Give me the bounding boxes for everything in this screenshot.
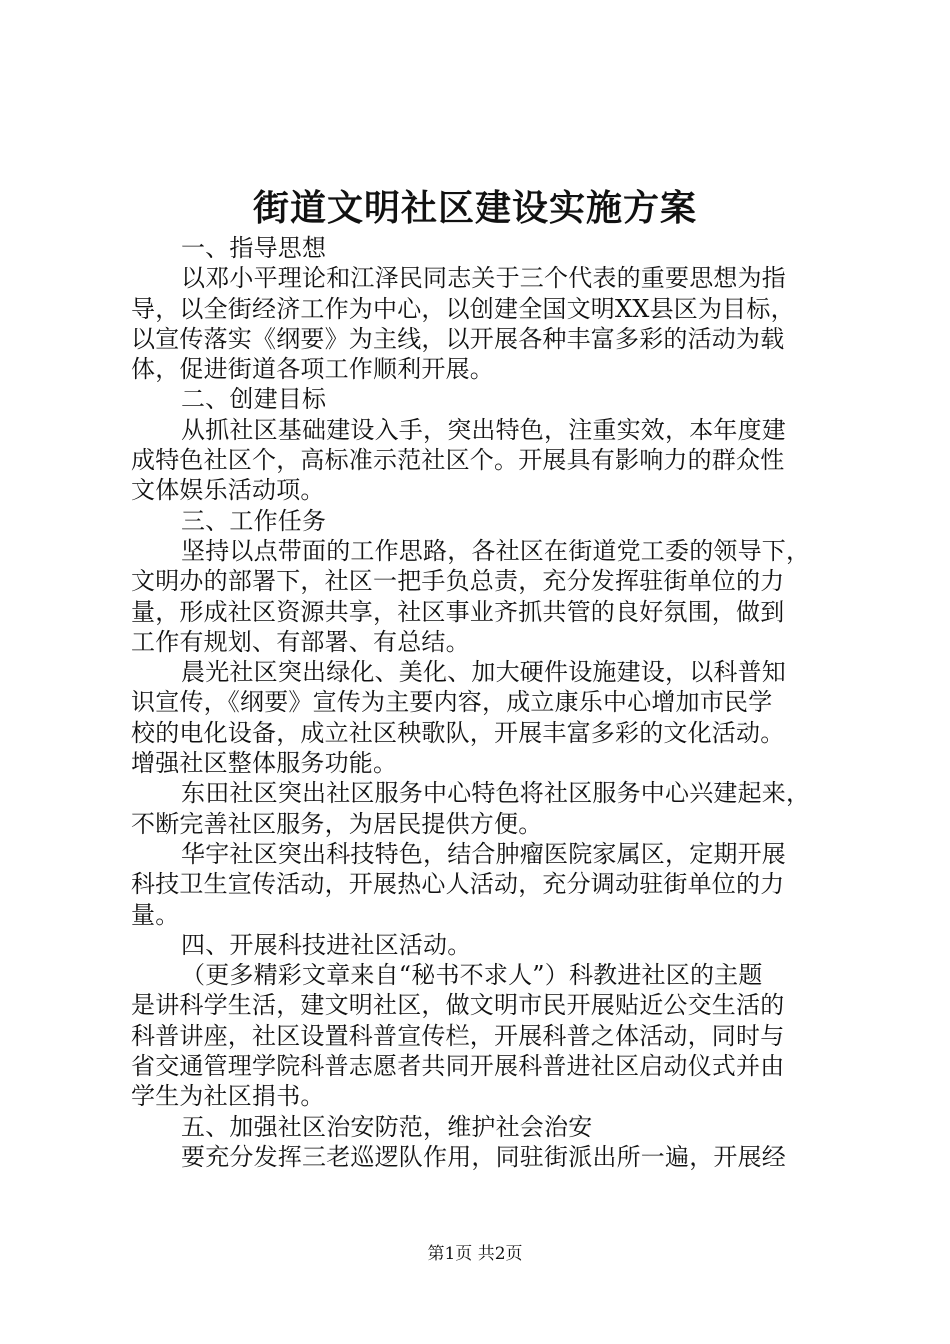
text-line: 从抓社区基础建设入手，突出特色，注重实效，本年度建 bbox=[181, 415, 786, 444]
text-line: 学生为社区捐书。 bbox=[131, 1082, 325, 1111]
text-line: 以邓小平理论和江泽民同志关于三个代表的重要思想为指 bbox=[181, 264, 786, 293]
text-line: 省交通管理学院科普志愿者共同开展科普进社区启动仪式并由 bbox=[131, 1052, 785, 1081]
text-line: 导，以全街经济工作为中心，以创建全国文明XX县区为目标， bbox=[131, 294, 795, 323]
page-footer: 第1页 共2页 bbox=[427, 1244, 523, 1264]
text-line: 科普讲座，社区设置科普宣传栏，开展科普之体活动，同时与 bbox=[131, 1021, 785, 1050]
text-line: 体，促进街道各项工作顺利开展。 bbox=[131, 355, 494, 384]
text-line: 增强社区整体服务功能。 bbox=[131, 749, 398, 778]
text-line: 五、加强社区治安防范，维护社会治安 bbox=[181, 1112, 593, 1141]
text-line: 文体娱乐活动项。 bbox=[131, 476, 325, 505]
text-line: 工作有规划、有部署、有总结。 bbox=[131, 627, 470, 656]
text-line: 要充分发挥三老巡逻队作用，同驻街派出所一遍，开展经 bbox=[181, 1142, 786, 1171]
text-line: 科技卫生宣传活动，开展热心人活动，充分调动驻街单位的力 bbox=[131, 870, 785, 899]
text-line: 校的电化设备，成立社区秧歌队，开展丰富多彩的文化活动。 bbox=[131, 718, 785, 747]
text-line: 三、工作任务 bbox=[181, 506, 327, 535]
document-body bbox=[131, 233, 831, 1172]
text-line: 四、开展科技进社区活动。 bbox=[181, 930, 472, 959]
text-line: 以宣传落实《纲要》为主线，以开展各种丰富多彩的活动为载 bbox=[131, 324, 785, 353]
text-line: 东田社区突出社区服务中心特色将社区服务中心兴建起来， bbox=[181, 779, 811, 808]
text-line: 量。 bbox=[131, 900, 180, 929]
text-line: 一、指导思想 bbox=[181, 234, 327, 262]
text-line: 量，形成社区资源共享，社区事业齐抓共管的良好氛围，做到 bbox=[131, 597, 785, 626]
text-line: 不断完善社区服务，为居民提供方便。 bbox=[131, 809, 543, 838]
text-line: 成特色社区个，高标准示范社区个。开展具有影响力的群众性 bbox=[131, 446, 785, 475]
text-line: 晨光社区突出绿化、美化、加大硬件设施建设，以科普知 bbox=[181, 658, 786, 687]
text-line: （更多精彩文章来自“秘书不求人”）科教进社区的主题 bbox=[181, 961, 763, 990]
document-title: 街道文明社区建设实施方案 bbox=[252, 187, 697, 229]
text-line: 二、创建目标 bbox=[181, 385, 327, 414]
text-line: 识宣传，《纲要》宣传为主要内容，成立康乐中心增加市民学 bbox=[131, 688, 773, 717]
text-line: 坚持以点带面的工作思路，各社区在街道党工委的领导下， bbox=[181, 536, 811, 565]
text-line: 华宇社区突出科技特色，结合肿瘤医院家属区，定期开展 bbox=[181, 839, 786, 868]
text-line: 是讲科学生活，建文明社区，做文明市民开展贴近公交生活的 bbox=[131, 991, 785, 1020]
text-line: 文明办的部署下，社区一把手负总责，充分发挥驻街单位的力 bbox=[131, 567, 785, 596]
